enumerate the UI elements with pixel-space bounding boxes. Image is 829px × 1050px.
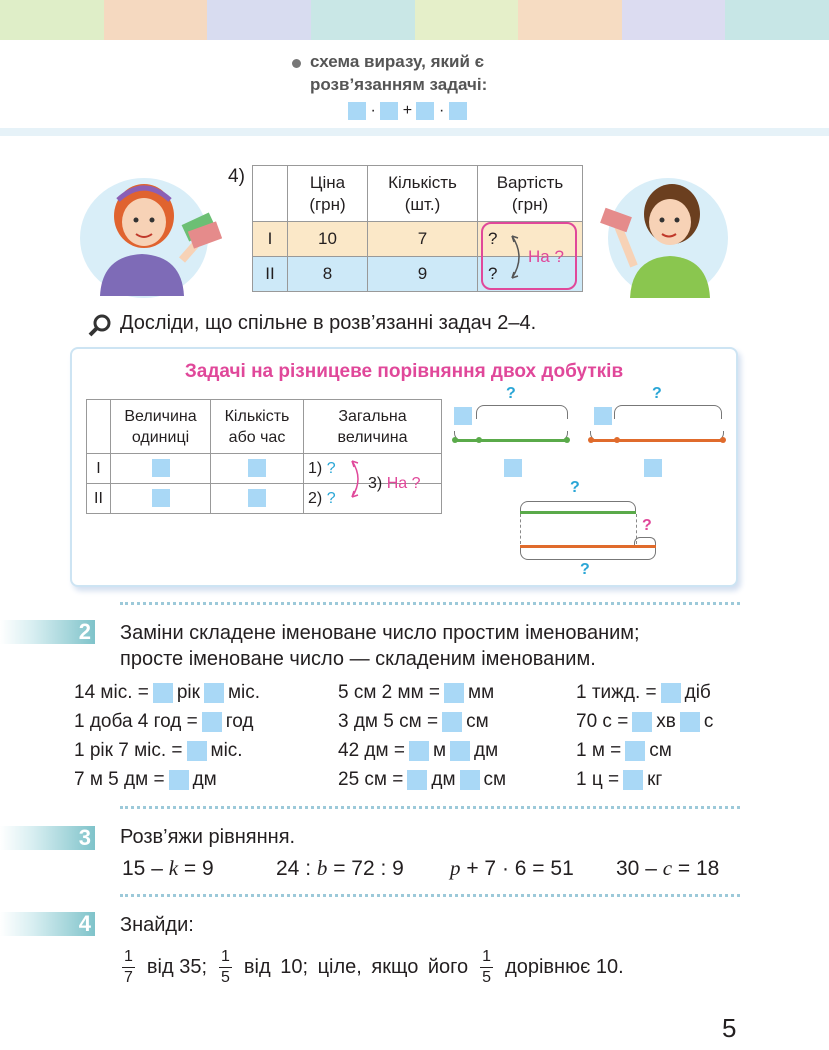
green-segment [520,511,636,514]
conversion-item: 1 рік 7 міс. = міс. [74,740,243,761]
conversion-item: 1 м = см [576,740,672,761]
blank-box [644,459,662,477]
diagram-question: ? [570,479,580,496]
color-block [725,0,829,40]
fraction: 1 5 [482,947,492,986]
header-cost: Вартість (грн) [478,166,583,222]
exercise-text: Розв’яжи рівняння. [120,826,296,848]
color-block [104,0,208,40]
plus-sign: + [402,102,413,120]
color-block [622,0,726,40]
equation: p + 7 · 6 = 51 [450,856,574,880]
blank-cell [111,484,211,514]
mult-sign: · [370,102,376,120]
price-cell: 10 [288,222,368,257]
color-block [415,0,519,40]
segment-dot [614,437,620,443]
conversion-item: 1 ц = кг [576,769,663,790]
mult-sign: · [438,102,445,120]
fraction: 1 7 [124,947,133,986]
blank-box [594,407,612,425]
diagram-question: ? [580,561,590,578]
header-unit-value: Величина одиниці [111,400,211,454]
header-total: Загальна величина [304,400,442,454]
diagram-orange [588,385,728,485]
price-cell: 8 [288,257,368,292]
table-corner [253,166,288,222]
bullet-dot [292,59,301,68]
header-count: Кількість або час [211,400,304,454]
green-segment [454,439,568,442]
scheme-block [0,40,829,132]
scheme-line-2: розв’язанням задачі: [310,75,488,94]
diagram-question: ? [652,385,662,402]
quantity-cell: 9 [368,257,478,292]
blank-box [449,102,467,120]
segment-dot [720,437,726,443]
diagram-question: ? [642,517,652,534]
compare-step: 3) На ? [368,475,421,492]
blank-cell [111,454,211,484]
boy-illustration [598,160,733,300]
curved-arrow [500,228,530,286]
cost-cell: ? [478,222,583,257]
scheme-line-1: схема виразу, який є [310,52,485,71]
top-color-strip [0,0,829,40]
conversion-item: 25 см = дм см [338,769,507,790]
conversion-item: 14 міс. = рік міс. [74,682,261,703]
conversion-item: 42 дм = м дм [338,740,499,761]
scheme-formula [348,102,467,120]
header-price: Ціна (грн) [288,166,368,222]
explore-text: Досліди, що спільне в розв’язанні задач 2–4. [120,312,537,334]
exercise-number: 3 [0,826,95,850]
table-corner [87,400,111,454]
exercise-number: 4 [0,912,95,936]
blank-box [348,102,366,120]
compare-label: На ? [528,247,564,266]
blank-cell [211,454,304,484]
blank-cell [211,484,304,514]
segment-dot [564,437,570,443]
quantity-cell: 7 [368,222,478,257]
table-header-row [87,400,442,454]
compare-arrow [346,457,366,501]
exercise-text: Знайди: [120,914,194,936]
dotted-divider [120,806,740,809]
top-brace [476,405,568,419]
diagram-question: ? [506,385,516,402]
table-header-row [253,166,583,222]
header-quantity: Кількість (шт.) [368,166,478,222]
equation: 24 : b = 72 : 9 [276,856,404,880]
row-label: II [253,257,288,292]
color-block [518,0,622,40]
conversion-item: 1 тижд. = діб [576,682,711,703]
problem-number: 4) [228,166,245,187]
blank-box [416,102,434,120]
exercise-text: Заміни складене іменоване число простим іменованим; [120,622,640,644]
dotted-divider [120,894,740,897]
diagram-green [452,385,592,485]
color-block [207,0,311,40]
conversion-item: 3 дм 5 см = см [338,711,489,732]
girl-illustration [72,160,222,300]
summary-table [86,399,442,514]
box-title: Задачі на різницеве порівняння двох добутків [184,361,624,382]
divider-band [0,128,829,136]
exercise-number: 2 [0,620,95,644]
top-brace [614,405,722,419]
fraction-line: 1 7 від 35; 1 5 від 10; ціле, якщо його 1 5 дорівнює 10. [124,947,624,986]
total-cell: 2) ? [304,484,442,514]
blank-box [380,102,398,120]
dotted-divider [120,602,740,605]
color-block [0,0,104,40]
conversion-item: 7 м 5 дм = дм [74,769,217,790]
orange-segment [590,439,724,442]
row-label: I [87,454,111,484]
page-number: 5 [722,1013,737,1043]
equation: 30 – c = 18 [616,856,720,880]
equation: 15 – k = 9 [122,856,214,880]
conversion-item: 5 см 2 мм = мм [338,682,495,703]
summary-box [70,347,738,587]
row-label: II [87,484,111,514]
segment-dot [452,437,458,443]
dashed-guide [520,514,521,544]
color-block [311,0,415,40]
diagram-compare [512,479,672,581]
exercise-text: просте іменоване число — складеним іменованим. [120,648,596,670]
conversion-item: 70 с = хв с [576,711,714,732]
row-label: I [253,222,288,257]
segment-dot [476,437,482,443]
blank-box [504,459,522,477]
bottom-brace [520,548,656,560]
total-cell: 1) ? [304,454,442,484]
magnifier-icon [88,313,112,337]
small-brace [634,537,656,545]
blank-box [454,407,472,425]
segment-dot [588,437,594,443]
fraction: 1 5 [221,947,230,986]
conversion-item: 1 доба 4 год = год [74,711,254,732]
cost-cell: ? [478,257,583,292]
